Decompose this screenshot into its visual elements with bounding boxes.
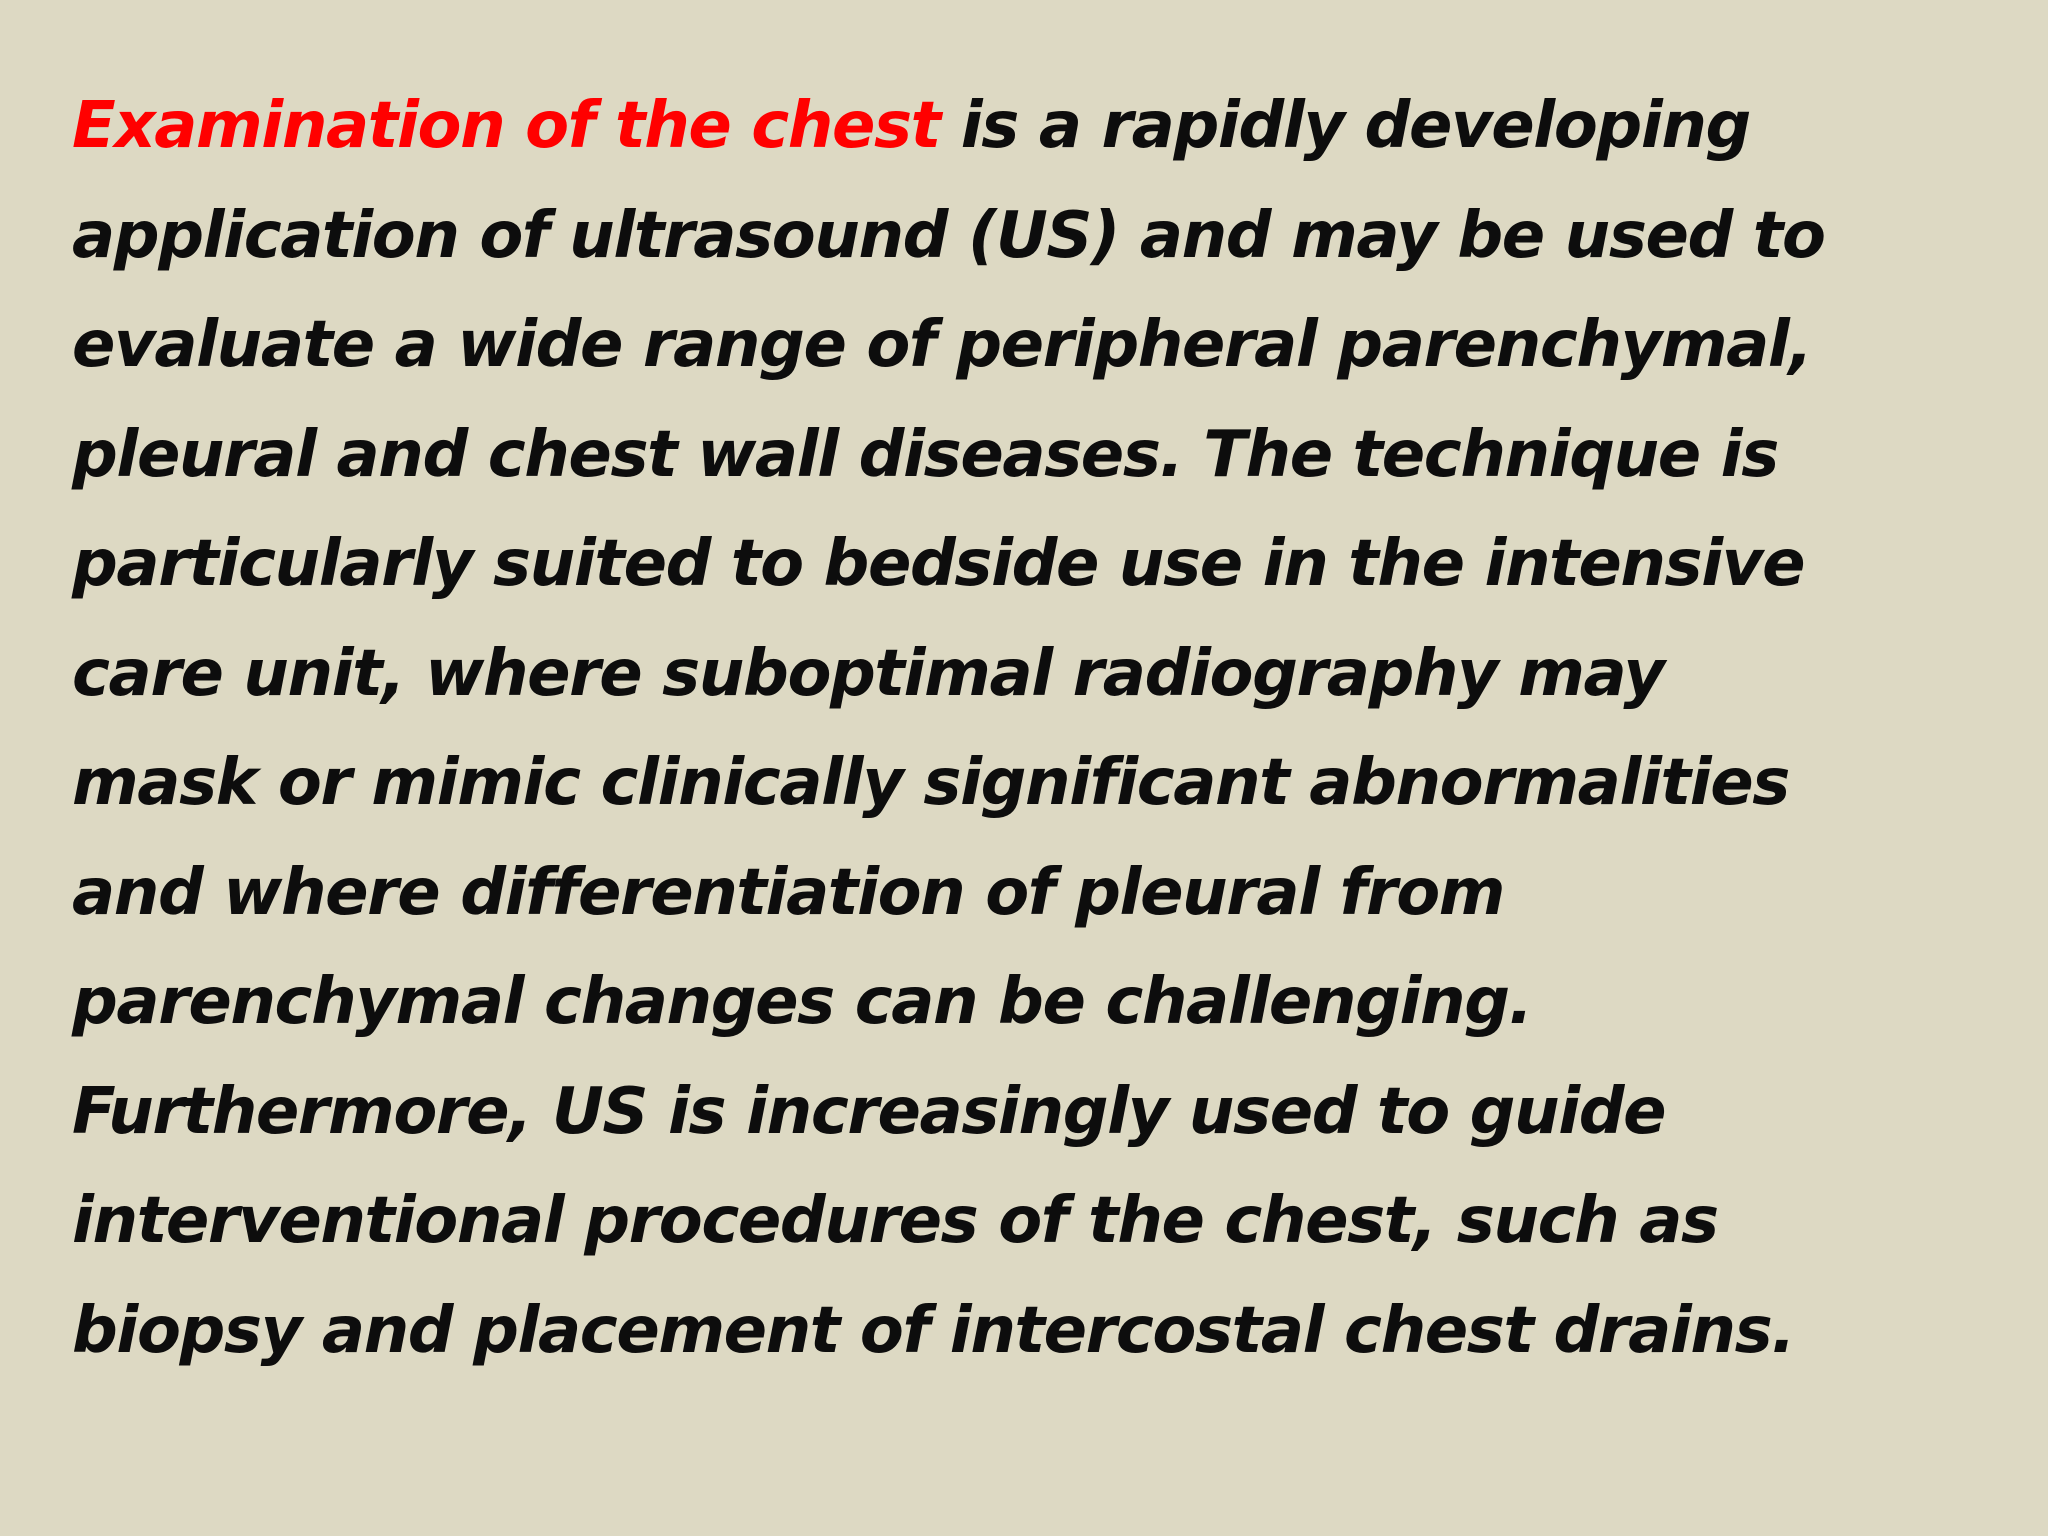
text-line: and where differentiation of pleural from <box>72 855 1505 930</box>
line-text: is a rapidly developing <box>939 89 1750 163</box>
text-line <box>72 72 2012 182</box>
text-line: biopsy and placement of intercostal chest drains. <box>72 1293 1795 1368</box>
text-line: Furthermore, US is increasingly used to guide <box>72 1074 1666 1149</box>
text-line: evaluate a wide range of peripheral parenchymal, <box>72 308 1812 382</box>
text-line: pleural and chest wall diseases. The technique is <box>72 417 1778 492</box>
text-line: mask or mimic clinically significant abnormalities <box>72 746 1789 820</box>
slide-body-text <box>72 72 2012 1386</box>
text-line: particularly suited to bedside use in the intensive <box>72 527 1805 601</box>
text-line: interventional procedures of the chest, such as <box>72 1184 1718 1258</box>
text-line: care unit, where suboptimal radiography may <box>72 636 1664 711</box>
text-line: application of ultrasound (US) and may be used to <box>72 198 1825 273</box>
highlighted-phrase: Examination of the chest <box>72 89 940 163</box>
text-line: parenchymal changes can be challenging. <box>72 965 1532 1039</box>
